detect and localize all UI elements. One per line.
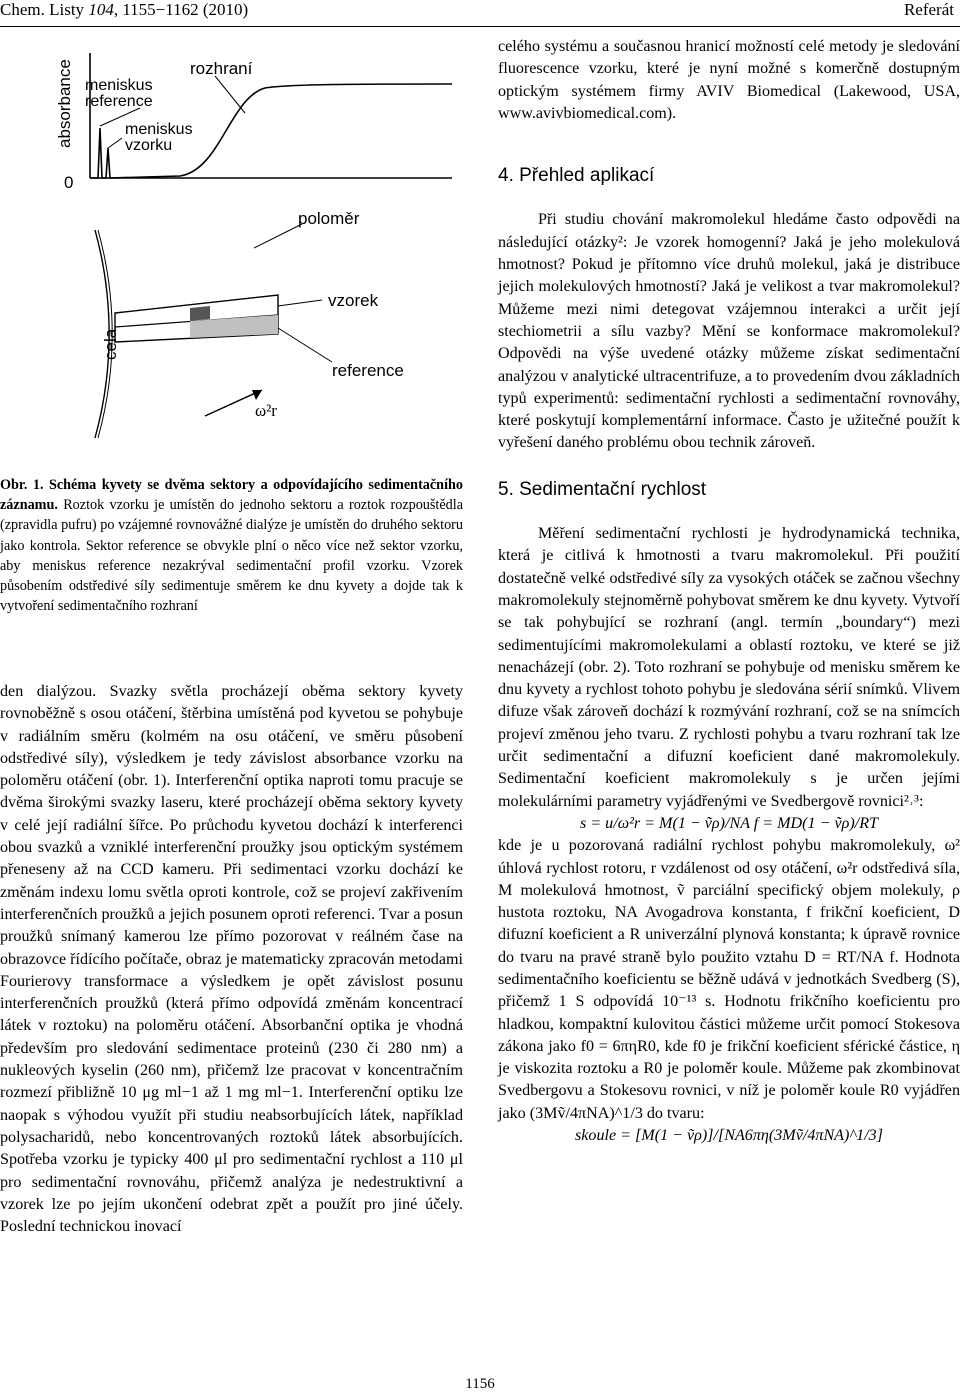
rozhrani-label: rozhraní xyxy=(190,59,253,78)
reference-fill xyxy=(190,306,210,321)
caption-body: Roztok vzorku je umístěn do jednoho sektoru a roztok rozpouštědla (zpravidla pufru) po vzájemné rovnovážné dialýze je umístěn do druhého sektoru jako kontrola. Sektor reference se obvykle plní o něco více než sektor vzorku, aby meniskus reference nezakrýval sedimentační profil vzorku. Vzorek působením odstředivé síly sedimentuje směrem ke dnu kyvety a dojde tak k vytvoření sedimentačního rozhraní xyxy=(0,497,463,615)
left-paragraph: den dialýzou. Svazky světla procházejí oběma sektory kyvety rovnoběžně s osou otáčení, štěrbina umístěná pod kyvetou se pohybuje v radiálním směru (kolmém na osu otáčení, ve směru působení odstředivé síly), výsledkem je tedy závislost absorbance vzorku na poloměru otáčení (obr. 1). Interferenční optika naproti tomu pracuje se dvěma širokými svazky laseru, které procházejí oběma sektory kyvety v celé její radiální šířce. Po průchodu kyvetou dochází k interferenci obou svazků a vzniklé interferenční proužky jsou optickým systémem přeneseny až na CCD kameru. Při sedimentaci vzorku dochází ke změnám indexu lomu světla oproti kontrole, což se projeví zakřivením interferenčních proužků a jejich posunem oproti referenci. Tvar a posun proužků snímaný kamerou lze přímo pozorovat v reálném čase na obrazovce řídícího počítače, obraz je matematicky zpracován metodami Fourierovy transformace a výsledkem je opět závislost posunu interferenčních proužků (která přímo odpovídá změnám koncentrací látek v roztoku) na poloměru otáčení. Absorbanční optika je vhodná především pro sledování sedimentace proteinů (230 či 280 nm) a nukleových kyselin (260 nm), přičemž lze pracovat v koncentračním rozmezí přibližně 10 μg ml−1 až 1 mg ml−1. Interferenční optiku lze naopak s výhodou využít při studiu neabsorbujících látek, například polysacharidů, nebo koncentrovaných roztoků látek absorbujících. Spotřeba vzorku je typicky 400 μl pro sedimentační rychlost a 110 μl pro sedimentační rovnováhu, přičemž analýza je nedestruktivní a vzorek lze po jejím ukončení odebrat zpět a použít pro jiné účely. Poslední technickou inovací xyxy=(0,683,463,1236)
pointer-meniskus-vzorku xyxy=(108,138,122,148)
section-4-title: 4. Přehled aplikací xyxy=(498,165,655,187)
pointer-vzorek xyxy=(278,300,322,306)
caption-title: Obr. 1. Schéma kyvety se dvěma sektory a odpovídajícího sedimentačního záznamu. xyxy=(0,477,463,514)
svedberg-equation: s = u/ω²r = M(1 − ṽρ)/NA f = MD(1 − ṽρ)/RT xyxy=(580,814,878,832)
pointer-rozhrani xyxy=(215,76,245,113)
meniskus-reference-label-2: reference xyxy=(85,93,153,110)
journal-citation: Chem. Listy 104, 1155−1162 (2010) xyxy=(0,0,249,19)
section-label: Referát xyxy=(903,0,954,19)
meniskus-vzorku-label-2: vzorku xyxy=(125,137,173,154)
omega2r-arrowhead xyxy=(252,390,262,400)
left-column xyxy=(0,681,463,1238)
meniskus-reference-label-1: meniskus xyxy=(85,77,153,94)
section-5-title: 5. Sedimentační rychlost xyxy=(498,478,707,500)
omega2r-label: ω²r xyxy=(255,401,277,420)
omega2r-arrow xyxy=(205,390,262,416)
figure-caption xyxy=(0,475,463,616)
cela-label: cela xyxy=(101,328,120,360)
header-rule xyxy=(0,26,960,27)
right-column xyxy=(498,36,960,1147)
intro-paragraph: celého systému a současnou hranicí možností celé metody je sledování fluorescence vzorku, které je nyní možné s komerčně dostupným optickým systémem firmy AVIV Biomedical (Lakewood, USA, www.avivbiomedical.com). xyxy=(498,38,960,122)
vzorek-label: vzorek xyxy=(328,291,379,310)
section-4-paragraph: Při studiu chování makromolekul hledáme často odpovědi na následující otázky²: Je vzorek homogenní? Jaká je jeho molekulová hmotnost? Pokud je přítomno více druhů molekul, jaká je distribuce jejich molekulových hmotností? Jaká je velikost a tvar makromolekul? Můžeme mezi nimi detegovat vzájemnou interakci a určit její stechiometrii a sílu vazby? Mění se konformace makromolekul? Odpovědi na výše uvedené otázky můžeme získat sedimentační analýzou v analytické ultracentrifuze, a to provedením dvou základních typů experimentů: sedimentační rychlosti a sedimentační rovnováhy, které poskytují komplementární informace. Často je užitečné použít k vyřešení daného problému obou technik zároveň. xyxy=(498,211,960,452)
absorbance-label: absorbance xyxy=(55,59,74,148)
polomer-label: poloměr xyxy=(298,209,360,228)
pointer-polomer xyxy=(254,224,302,248)
section-5-paragraph-1: Měření sedimentační rychlosti je hydrodynamická technika, která je citlivá k hmotnosti a tvaru makromolekul. Při použití dostatečně velké odstředivé síly za vysokých otáček se začnou všechny makromolekuly stejnoměrně pohybovat směrem ke dnu kyvety. Vytvoří se tak pohybující se rozhraní (angl. termín „boundary“) mezi sedimentujícími makromolekulami a oblastí roztoku, ve které se již nenacházejí (obr. 2). Toto rozhraní se pohybuje od menisku směrem ke dnu kyvety a rychlost tohoto pohybu je sledována sérií snímků. Vlivem difuze však zároveň dochází k rozmývání rozhraní, což se na snímcích projeví změnou jeho tvaru. Z rychlosti pohybu a tvaru rozhraní tak lze určit sedimentační a difuzní koeficient dané makromolekuly. Sedimentační koeficient makromolekuly s je určen jejími molekulárními parametry vyjádřenými ve Svedbergově rovnici²˒³: xyxy=(498,525,960,810)
figure-1 xyxy=(40,38,460,463)
zero-label: 0 xyxy=(64,173,74,192)
section-5-paragraph-2: kde je u pozorovaná radiální rychlost pohybu makromolekuly, ω² úhlová rychlost rotoru, r vzdálenost od osy otáčení, ω²r odstředivá síla, M molekulová hmotnost, ṽ parciální specifický objem molekuly, ρ hustota roztoku, NA Avogadrova konstanta, f frikční koeficient, D difuzní koeficient a R univerzální plynová konstanta; k úpravě rovnice do tvaru na pravé straně bylo použito vztahu D = RT/NA f. Hodnota sedimentačního koeficientu se běžně udává v jednotkách Svedberg (S), přičemž 1 S odpovídá 10⁻¹³ s. Hodnotu frikčního koeficientu pro hladkou, kompaktní kulovitou částici můžeme určit pomocí Stokesova zákona jako f0 = 6πηR0, kde f0 je frikční koeficient sférické částice, η je viskozita roztoku a R0 je poloměr koule. Můžeme pak zkombinovat Svedbergovu a Stokesovu rovnici, v níž je poloměr koule R0 vyjádřen jako (3Mṽ/4πNA)^1/3 do tvaru: xyxy=(498,837,960,1122)
pointer-reference xyxy=(278,328,332,362)
page-number: 1156 xyxy=(465,1376,495,1392)
running-header xyxy=(0,0,960,26)
reference-label: reference xyxy=(332,361,404,380)
meniskus-vzorku-label-1: meniskus xyxy=(125,121,193,138)
stokes-svedberg-equation: skoule = [M(1 − ṽρ)]/[NA6πη(3Mṽ/4πNA)^1/3] xyxy=(575,1127,883,1145)
